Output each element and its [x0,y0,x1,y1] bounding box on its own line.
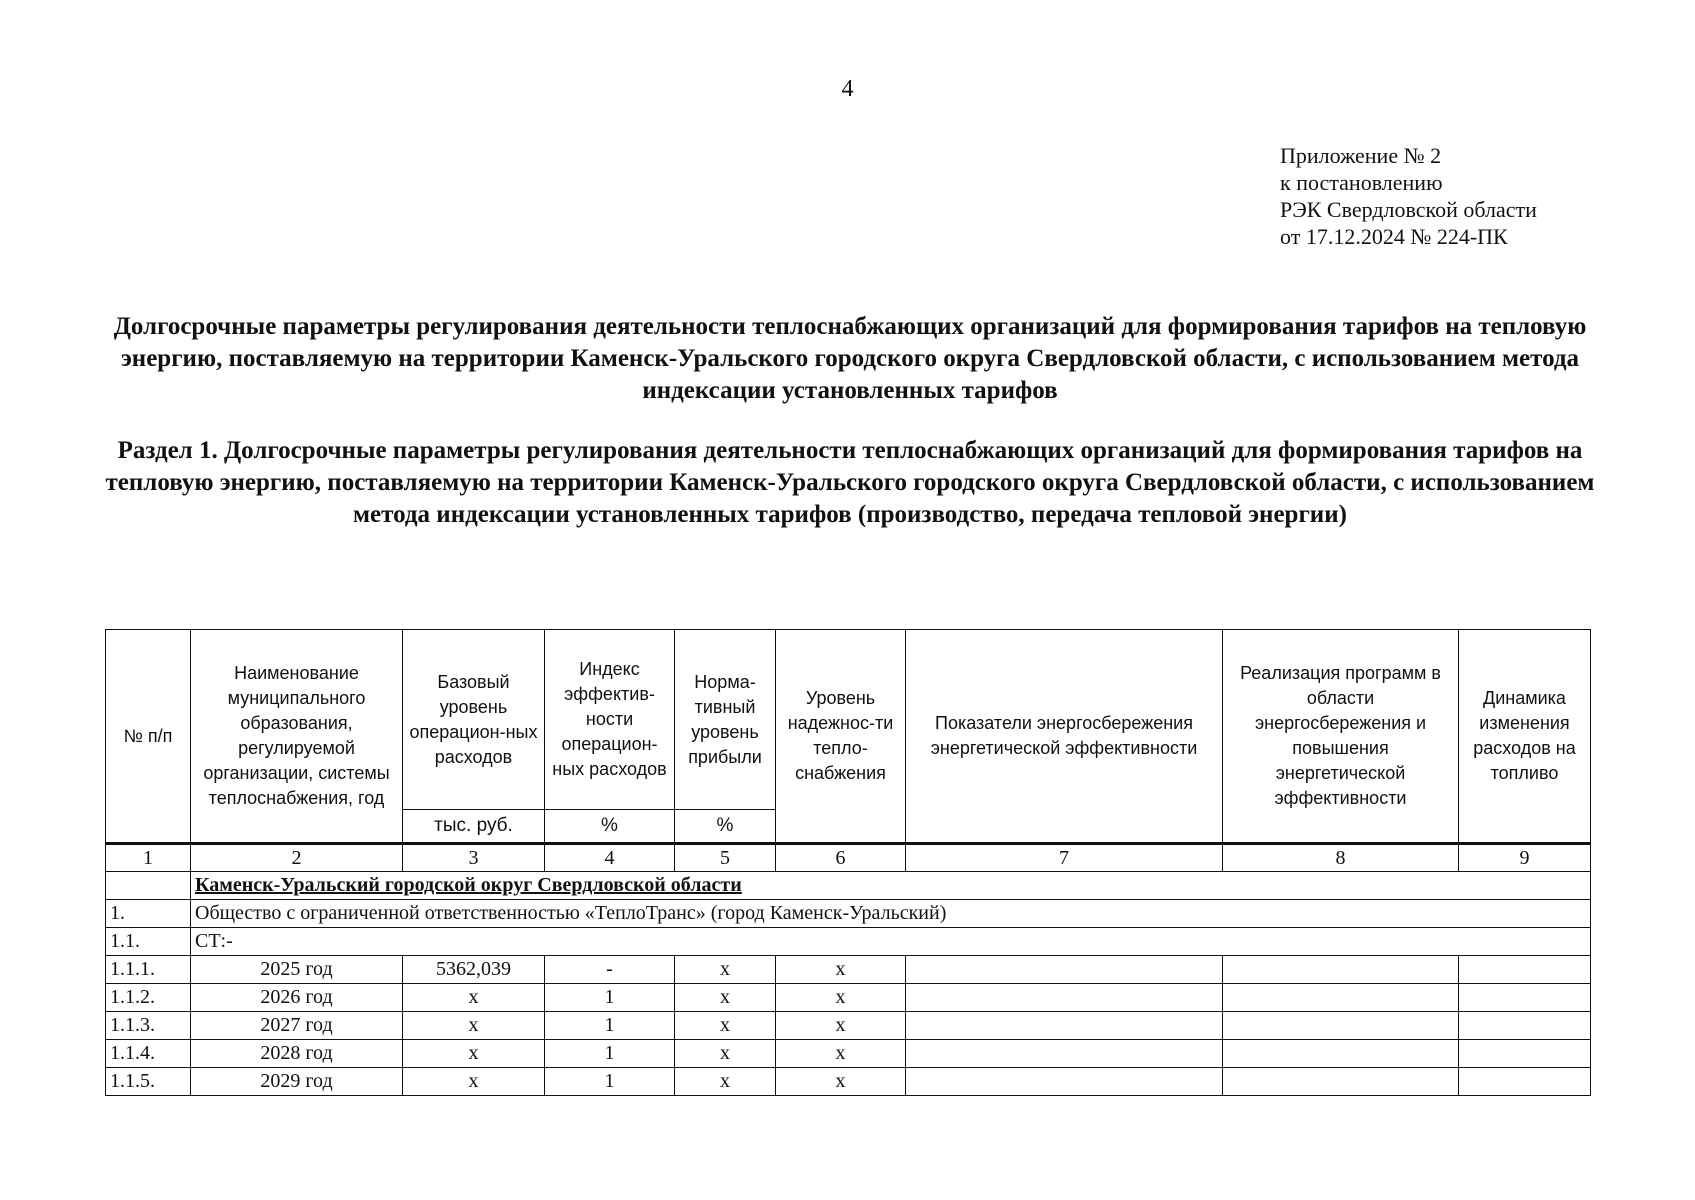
row-base: х [403,1068,545,1096]
section-title: Раздел 1. Долгосрочные параметры регулирования деятельности теплоснабжающих организаций для формирования тарифов на тепловую энергию, поставляемую на территории Каменск-Уральского городского округа Свердловской области, с использованием метода индексации установленных тарифов (производство, передача тепловой энергии) [105,437,1595,528]
column-number: 6 [776,844,906,872]
table-row [106,1068,1591,1096]
appendix-line: от 17.12.2024 № 224-ПК [1280,224,1508,249]
org-name: Общество с ограниченной ответственностью «ТеплоТранс» (город Каменск-Уральский) [191,900,1591,928]
system-num: 1.1. [106,928,191,956]
column-number: 5 [675,844,776,872]
document-title: Долгосрочные параметры регулирования деятельности теплоснабжающих организаций для формирования тарифов на тепловую энергию, поставляемую на территории Каменск-Уральского городского округа Свердловской области, с использованием метода индексации установленных тарифов [113,313,1587,404]
row-index: 1 [545,1068,675,1096]
row-programs [1223,1012,1459,1040]
row-energy [906,984,1223,1012]
header-base: Базовый уровень операцион-ных расходов [403,630,545,810]
table-row [106,1040,1591,1068]
row-reliability: х [776,1012,906,1040]
row-norm: х [675,1068,776,1096]
row-index: 1 [545,984,675,1012]
row-fuel [1459,1012,1591,1040]
row-fuel [1459,1068,1591,1096]
row-year: 2028 год [191,1040,403,1068]
empty-cell [106,872,191,900]
row-year: 2025 год [191,956,403,984]
row-programs [1223,1040,1459,1068]
column-number: 7 [906,844,1223,872]
row-base: х [403,1040,545,1068]
row-fuel [1459,1040,1591,1068]
row-year: 2029 год [191,1068,403,1096]
row-reliability: х [776,984,906,1012]
row-norm: х [675,956,776,984]
appendix-block [1280,142,1537,250]
row-programs [1223,956,1459,984]
column-number: 1 [106,844,191,872]
appendix-line: к постановлению [1280,170,1443,195]
row-index: 1 [545,1040,675,1068]
row-num: 1.1.4. [106,1040,191,1068]
row-num: 1.1.2. [106,984,191,1012]
row-energy [906,1068,1223,1096]
row-base: 5362,039 [403,956,545,984]
header-reliability: Уровень надежнос-ти тепло-снабжения [776,630,906,844]
column-number: 3 [403,844,545,872]
row-fuel [1459,956,1591,984]
appendix-line: Приложение № 2 [1280,143,1442,168]
header-num: № п/п [106,630,191,844]
unit-norm: % [675,810,776,844]
column-number: 8 [1223,844,1459,872]
header-index: Индекс эффектив-ности операцион-ных расходов [545,630,675,810]
row-year: 2027 год [191,1012,403,1040]
parameters-table-container [105,629,1590,1096]
header-fuel: Динамика изменения расходов на топливо [1459,630,1591,844]
header-programs: Реализация программ в области энергосбережения и повышения энергетической эффективности [1223,630,1459,844]
org-num: 1. [106,900,191,928]
system-name: СТ:- [191,928,1591,956]
row-year: 2026 год [191,984,403,1012]
column-number: 4 [545,844,675,872]
parameters-table [105,629,1591,1096]
header-name: Наименование муниципального образования, регулируемой организации, системы теплоснабжения, год [191,630,403,844]
row-energy [906,956,1223,984]
row-index: 1 [545,1012,675,1040]
row-energy [906,1040,1223,1068]
unit-index: % [545,810,675,844]
row-reliability: х [776,1068,906,1096]
row-num: 1.1.3. [106,1012,191,1040]
table-row [106,1012,1591,1040]
row-programs [1223,1068,1459,1096]
column-number: 2 [191,844,403,872]
row-index: - [545,956,675,984]
row-base: х [403,984,545,1012]
row-programs [1223,984,1459,1012]
row-num: 1.1.5. [106,1068,191,1096]
table-row [106,956,1591,984]
row-norm: х [675,1040,776,1068]
unit-base: тыс. руб. [403,810,545,844]
header-norm: Норма-тивный уровень прибыли [675,630,776,810]
row-norm: х [675,984,776,1012]
row-fuel [1459,984,1591,1012]
table-row [106,984,1591,1012]
row-energy [906,1012,1223,1040]
column-number: 9 [1459,844,1591,872]
row-base: х [403,1012,545,1040]
region-name: Каменск-Уральский городской округ Свердловской области [191,872,1591,900]
row-reliability: х [776,1040,906,1068]
header-energy: Показатели энергосбережения энергетической эффективности [906,630,1223,844]
appendix-line: РЭК Свердловской области [1280,197,1537,222]
row-num: 1.1.1. [106,956,191,984]
row-reliability: х [776,956,906,984]
row-norm: х [675,1012,776,1040]
page-number: 4 [841,76,854,102]
